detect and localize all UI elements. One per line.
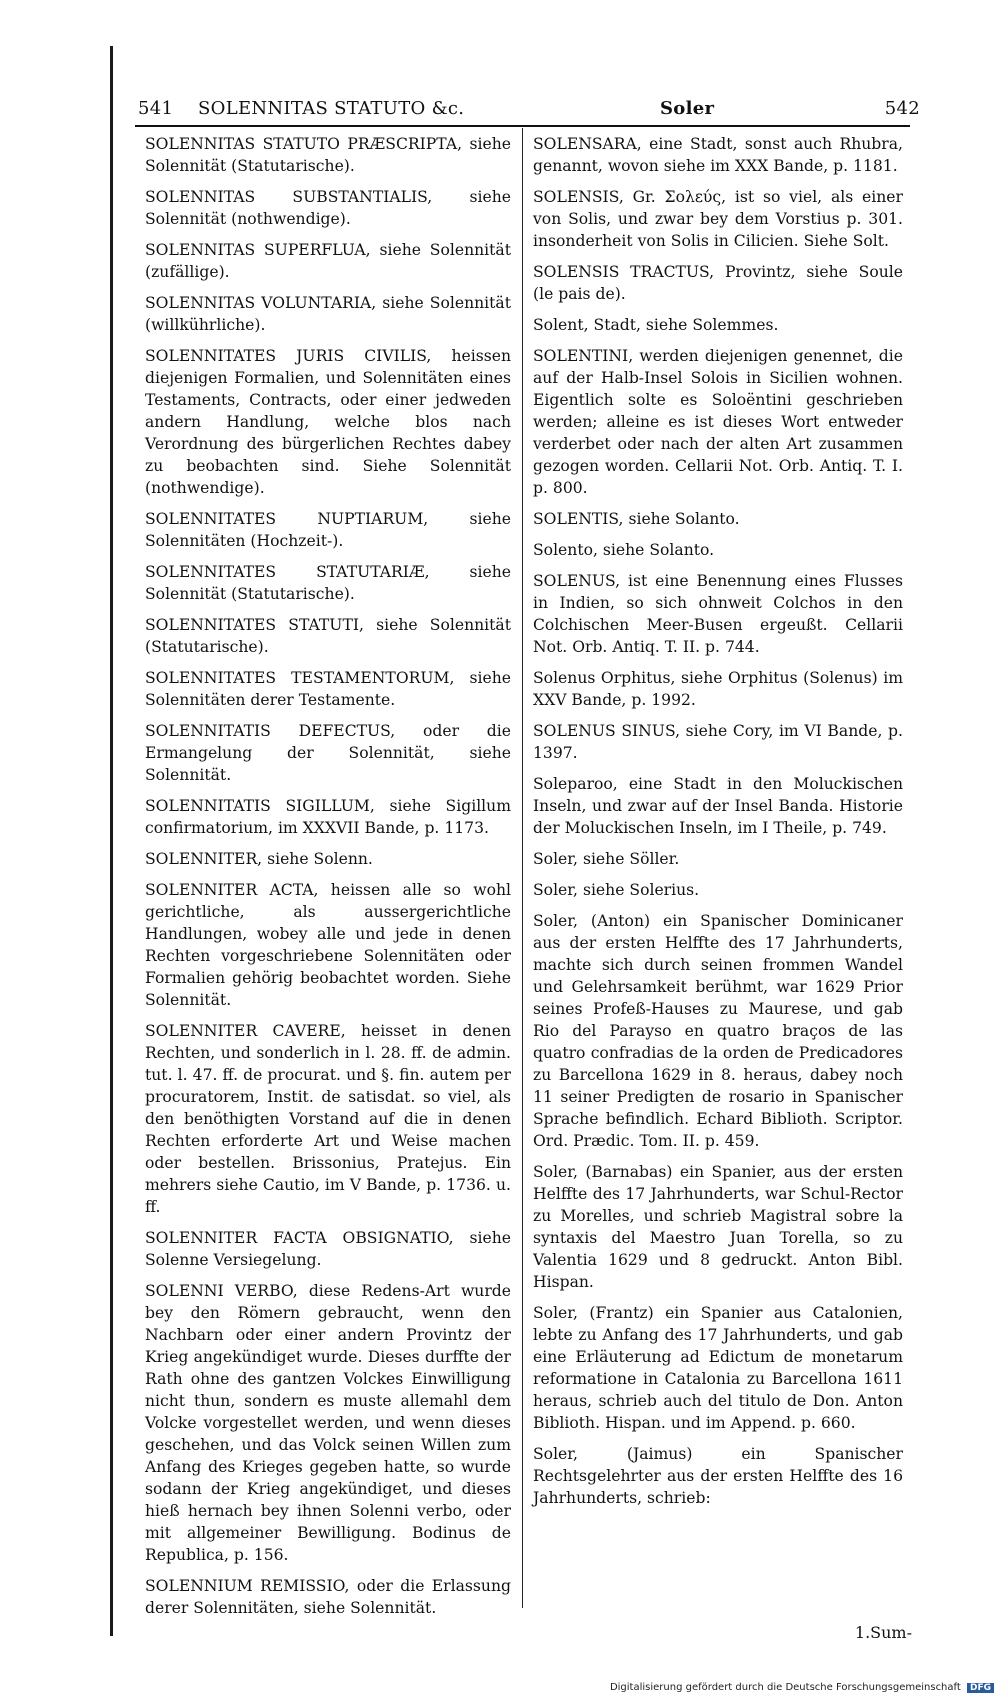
entry: SOLENNITER ACTA, heissen alle so wohl gerichtliche, als aussergerichtliche Handlungen, wobey alle und jede in denen Rechten vorgeschriebene Solennitäten oder Formalien gehörig beobachtet worden. Siehe Solennität. [145,881,511,1009]
entry: Soler, siehe Solerius. [533,881,700,899]
entry: SOLENNI VERBO, diese Redens-Art wurde bey den Römern gebraucht, wenn den Nachbarn oder einer andern Provintz der Krieg angekündiget wurde. Dieses durffte der Rath ohne des gantzen Volckes Einwilligung nicht thun, sondern es muste allemahl dem Volcke vorgestellet werden, und wenn dieses geschehen, und das Volck seinen Willen zum Anfang des Krieges gegeben hatte, so wurde sodann der Krieg angekündiget, und dieses hieß hernach bey ihnen Solenni verbo, oder mit allgemeiner Bewilligung. Bodinus de Republica, p. 156. [145,1282,511,1564]
column-divider [522,128,523,1608]
entry: SOLENNITATES TESTAMENTORUM, siehe Solennitäten derer Testamente. [145,669,511,709]
entry: SOLENNITATIS SIGILLUM, siehe Sigillum confirmatorium, im XXXVII Bande, p. 1173. [145,797,511,837]
footer-text: Digitalisierung gefördert durch die Deutsche Forschungsgemeinschaft [609,1682,961,1693]
dfg-logo-icon: DFG [967,1683,994,1693]
footer-credit [610,1682,994,1693]
entry: SOLENSARA, eine Stadt, sonst auch Rhubra, genannt, wovon siehe im XXX Bande, p. 1181. [533,135,903,175]
entry: SOLENNITER FACTA OBSIGNATIO, siehe Solenne Versiegelung. [145,1229,511,1269]
page-number-right: 542 [884,98,920,119]
entry: Soler, (Jaimus) ein Spanischer Rechtsgelehrter aus der ersten Helffte des 16 Jahrhunderts, schrieb: [533,1445,903,1507]
entry: Solenus Orphitus, siehe Orphitus (Solenus) im XXV Bande, p. 1992. [533,669,903,709]
entry: Soler, siehe Söller. [533,850,680,868]
entry: SOLENNITATES STATUTI, siehe Solennität (Statutarische). [145,616,511,656]
catchword: 1.Sum- [854,1623,912,1642]
entry: SOLENUS, ist eine Benennung eines Flusses in Indien, so sich ohnweit Colchos in den Colchischen Meer-Busen ergeußt. Cellarii Not. Orb. Antiq. T. II. p. 744. [533,572,903,656]
entry: SOLENNITAS SUPERFLUA, siehe Solennität (zufällige). [145,241,511,281]
running-title: SOLENNITAS STATUTO &c. [198,98,465,119]
entry: SOLENSIS, Gr. Σολεύς, ist so viel, als einer von Solis, und zwar bey dem Vorstius p. 301. insonderheit von Solis in Cilicien. Siehe Solt. [533,188,903,250]
page-spine [110,46,113,1636]
entry: SOLENNITATES JURIS CIVILIS, heissen diejenigen Formalien, und Solennitäten eines Testaments, Contracts, oder einer jedweden andern Handlung, welche blos nach Verordnung des bürgerlichen Rechtes dabey zu beobachten sind. Siehe Solennität (nothwendige). [145,347,511,497]
entry: Soler, (Barnabas) ein Spanier, aus der ersten Helffte des 17 Jahrhunderts, war Schul-Rector zu Morelles, und schrieb Magistral sobre la syntaxis del Maestro Juan Torella, so zu Valentia 1629 und 8 gedruckt. Anton Bibl. Hispan. [533,1163,903,1291]
right-column [533,133,903,1518]
entry: SOLENSIS TRACTUS, Provintz, siehe Soule (le pais de). [533,263,903,303]
left-column [145,133,511,1628]
entry: SOLENNITAS VOLUNTARIA, siehe Solennität (willkührliche). [145,294,511,334]
page-number-left: 541 [138,98,174,119]
header-rule [135,125,910,127]
entry: SOLENNITATIS DEFECTUS, oder die Ermangelung der Solennität, siehe Solennität. [145,722,511,784]
entry: Soler, (Anton) ein Spanischer Dominicaner aus der ersten Helffte des 17 Jahrhunderts, machte sich durch seinen frommen Wandel und Gelehrsamkeit berühmt, war 1629 Prior seines Profeß-Hauses zu Maurese, und gab Rio del Parayso en quatro braços de las quatro confradias de la orden de Predicadores zu Barcellona 1629 in 8. heraus, dabey noch 11 seiner Predigten de rosario in Spanischer Sprache befindlich. Echard Biblioth. Scriptor. Ord. Prædic. Tom. II. p. 459. [533,912,903,1150]
entry: SOLENNITAS SUBSTANTIALIS, siehe Solennität (nothwendige). [145,188,511,228]
entry: SOLENNITAS STATUTO PRÆSCRIPTA, siehe Solennität (Statutarische). [145,135,511,175]
running-header [120,98,920,124]
entry: SOLENNIUM REMISSIO, oder die Erlassung derer Solennitäten, siehe Solennität. [145,1577,511,1617]
running-title-right: Soler [660,98,715,119]
entry: Solent, Stadt, siehe Solemmes. [533,316,779,334]
entry: SOLENNITATES STATUTARIÆ, siehe Solennität (Statutarische). [145,563,511,603]
entry: SOLENNITER CAVERE, heisset in denen Rechten, und sonderlich in l. 28. ff. de admin. tut. l. 47. ff. de procurat. und §. fin. autem per procuratorem, Instit. de satisdat. so viel, als den benöthigten Vorstand auf die in denen Rechten erforderte Art und Weise machen oder bestellen. Brissonius, Pratejus. Ein mehrers siehe Cautio, im V Bande, p. 1736. u. ff. [145,1022,511,1216]
entry: Soler, (Frantz) ein Spanier aus Catalonien, lebte zu Anfang des 17 Jahrhunderts, und gab eine Erläuterung ad Edictum de monetarum reformatione in Catalonia zu Barcellona 1611 heraus, schrieb auch del titulo de Don. Anton Biblioth. Hispan. und im Append. p. 660. [533,1304,903,1432]
entry: SOLENNITATES NUPTIARUM, siehe Solennitäten (Hochzeit-). [145,510,511,550]
entry: SOLENTIS, siehe Solanto. [533,510,740,528]
entry: SOLENTINI, werden diejenigen genennet, die auf der Halb-Insel Solois in Sicilien wohnen. Eigentlich solte es Soloëntini geschrieben werden; alleine es ist dieses Wort entweder verderbet oder nach der alten Art zusammen gezogen worden. Cellarii Not. Orb. Antiq. T. I. p. 800. [533,347,903,497]
entry: SOLENNITER, siehe Solenn. [145,850,373,868]
entry: Solento, siehe Solanto. [533,541,715,559]
entry: SOLENUS SINUS, siehe Cory, im VI Bande, p. 1397. [533,722,903,762]
entry: Soleparoo, eine Stadt in den Moluckischen Inseln, und zwar auf der Insel Banda. Historie der Moluckischen Inseln, im I Theile, p. 749. [533,775,903,837]
